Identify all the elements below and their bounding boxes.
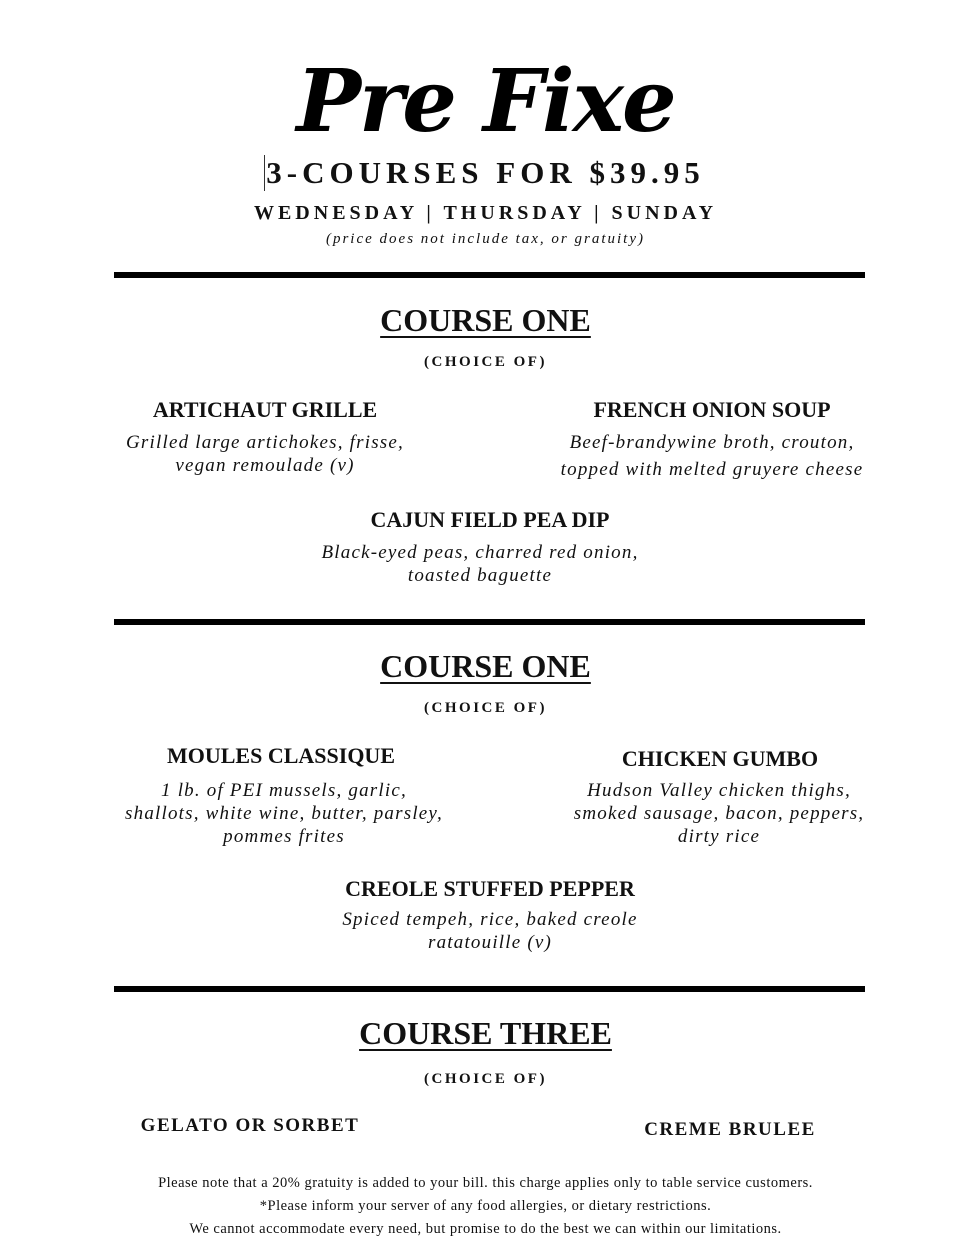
dish-name: CHICKEN GUMBO <box>621 746 819 771</box>
dish-name: GELATO OR SORBET <box>140 1115 360 1136</box>
dish-description-line: Black-eyed peas, charred red onion, <box>321 542 639 563</box>
dish-name: FRENCH ONION SOUP <box>593 397 831 422</box>
choice-of-label: (CHOICE OF) <box>424 700 547 716</box>
available-days: WEDNESDAY | THURSDAY | SUNDAY <box>253 202 718 224</box>
footer-notes <box>0 1172 971 1241</box>
divider <box>114 272 865 278</box>
choice-of-label: (CHOICE OF) <box>424 1071 547 1087</box>
dish-description-line: Hudson Valley chicken thighs, <box>587 780 851 801</box>
course-title: COURSE ONE <box>380 302 591 338</box>
dish-description-line: smoked sausage, bacon, peppers, <box>573 803 865 824</box>
dish-name: CREME BRULEE <box>644 1119 816 1140</box>
course-title: COURSE THREE <box>359 1015 612 1051</box>
dish-name: ARTICHAUT GRILLE <box>152 397 378 422</box>
dish-description-line: vegan remoulade (v) <box>175 455 355 476</box>
accommodation-note: We cannot accommodate every need, but promise to do the best we can within our limitations. <box>189 1221 782 1237</box>
dish-description-line: topped with melted gruyere cheese <box>560 459 864 480</box>
dish-description <box>529 779 909 848</box>
divider <box>114 986 865 992</box>
price-note: (price does not include tax, or gratuity) <box>325 231 646 247</box>
divider <box>114 619 865 625</box>
dish-description-line: Beef-brandywine broth, crouton, <box>569 432 855 453</box>
course-title: COURSE ONE <box>380 648 591 684</box>
dish-description <box>280 908 700 954</box>
menu-subtitle: 3-COURSES FOR $39.95 <box>266 155 705 190</box>
dish-description-line: Grilled large artichokes, frisse, <box>126 432 404 453</box>
dish-description <box>74 779 494 848</box>
text-cursor <box>264 155 265 191</box>
gratuity-note: Please note that a 20% gratuity is added to your bill. this charge applies only to table service customers. <box>158 1175 813 1191</box>
dish-description <box>512 429 912 483</box>
choice-of-label: (CHOICE OF) <box>424 354 547 370</box>
dish-description-line: pommes frites <box>223 826 345 847</box>
dish-name: MOULES CLASSIQUE <box>166 743 395 768</box>
dish-description-line: shallots, white wine, butter, parsley, <box>125 803 443 824</box>
dish-description <box>270 541 690 587</box>
dish-name: CAJUN FIELD PEA DIP <box>370 507 610 532</box>
dish-description-line: dirty rice <box>677 826 761 847</box>
dish-description-line: 1 lb. of PEI mussels, garlic, <box>161 780 407 801</box>
dish-description <box>75 431 455 477</box>
dish-description-line: toasted baguette <box>407 565 553 586</box>
menu-title: Pre Fixe <box>296 51 675 152</box>
dish-description-line: ratatouille (v) <box>427 932 553 953</box>
dish-name: CREOLE STUFFED PEPPER <box>345 876 635 901</box>
allergy-note: *Please inform your server of any food allergies, or dietary restrictions. <box>259 1198 712 1214</box>
dish-description-line: Spiced tempeh, rice, baked creole <box>342 909 638 930</box>
